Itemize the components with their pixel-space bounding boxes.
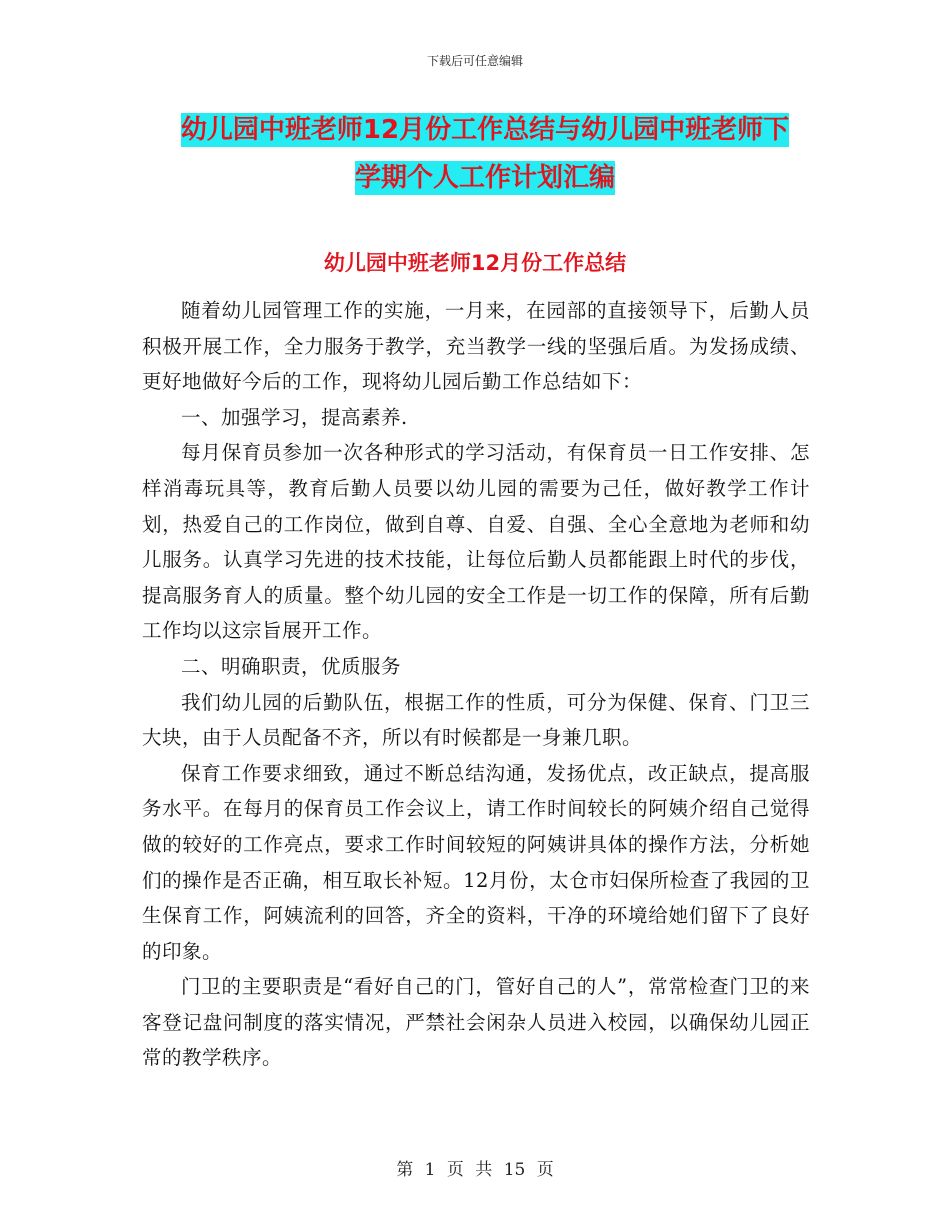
- paragraph-care: 保育工作要求细致，通过不断总结沟通，发扬优点，改正缺点，提高服务水平。在每月的保育员工作会议上，请工作时间较长的阿姨介绍自己觉得做的较好的工作亮点，要求工作时间较短的阿姨讲具体的操作方法，分析她们的操作是否正确，相互取长补短。12月份，太仓市妇保所检查了我园的卫生保育工作，阿姨流利的回答，齐全的资料，干净的环境给她们留下了良好的印象。: [142, 761, 810, 963]
- paragraph-guard: 门卫的主要职责是“看好自己的门，管好自己的人”，常常检查门卫的来客登记盘问制度的落实情况，严禁社会闲杂人员进入校园，以确保幼儿园正常的教学秩序。: [142, 975, 810, 1070]
- document-title-line-2: 学期个人工作计划汇编: [354, 163, 615, 193]
- heading-duties: 二、明确职责，优质服务: [181, 654, 402, 678]
- paragraph-intro: 随着幼儿园管理工作的实施，一月来，在园部的直接领导下，后勤人员积极开展工作，全力服务于教学，充当教学一线的坚强后盾。为发扬成绩、更好地做好今后的工作，现将幼儿园后勤工作总结如下：: [142, 299, 810, 394]
- document-title-line-1: 幼儿园中班老师12月份工作总结与幼儿园中班老师下: [180, 115, 790, 145]
- header-note: 下载后可任意编辑: [426, 54, 523, 68]
- document-title: [140, 106, 830, 202]
- body-text: [142, 293, 810, 1076]
- heading-study: 一、加强学习，提高素养.: [181, 405, 408, 429]
- paragraph-team: 我们幼儿园的后勤队伍，根据工作的性质，可分为保健、保育、门卫三大块，由于人员配备不齐，所以有时候都是一身兼几职。: [142, 690, 810, 750]
- paragraph-study: 每月保育员参加一次各种形式的学习活动，有保育员一日工作安排、怎样消毒玩具等，教育后勤人员要以幼儿园的需要为己任，做好教学工作计划，热爱自己的工作岗位，做到自尊、自爱、自强、全心全意地为老师和幼儿服务。认真学习先进的技术技能，让每位后勤人员都能跟上时代的步伐，提高服务育人的质量。整个幼儿园的安全工作是一切工作的保障，所有后勤工作均以这宗旨展开工作。: [142, 441, 810, 643]
- section-title: 幼儿园中班老师12月份工作总结: [323, 251, 627, 275]
- page-footer: 第 1 页 共 15 页: [396, 1160, 554, 1180]
